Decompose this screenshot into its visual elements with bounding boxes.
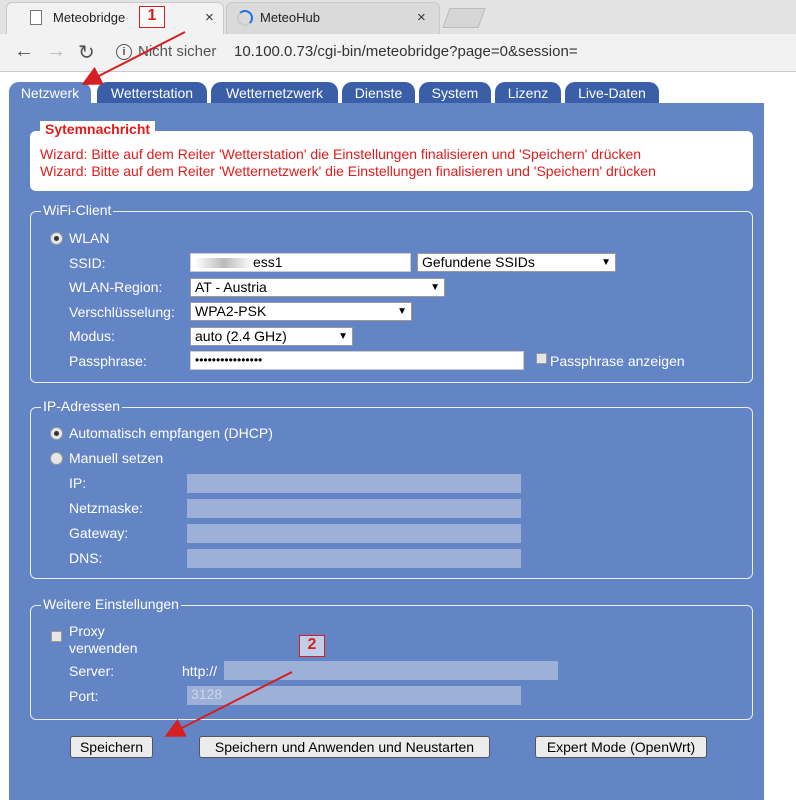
encryption-label: Verschlüsselung: (69, 304, 175, 320)
ssid-label: SSID: (69, 255, 106, 271)
passphrase-input[interactable]: •••••••••••••••• (190, 351, 524, 370)
close-icon[interactable]: × (205, 9, 214, 26)
ssid-input[interactable]: ess1 (190, 253, 411, 272)
port-input[interactable]: 3128 (187, 686, 521, 705)
tab-netzwerk[interactable]: Netzwerk (9, 82, 91, 104)
forward-icon[interactable]: → (46, 40, 66, 62)
more-settings-legend: Weitere Einstellungen (43, 596, 179, 612)
ip-label: IP: (69, 475, 87, 491)
security-label: Nicht sicher (138, 43, 217, 60)
proxy-label-1: Proxy (69, 623, 105, 639)
proxy-label-2: verwenden (69, 640, 138, 656)
manual-label: Manuell setzen (69, 450, 164, 466)
tab-live-daten[interactable]: Live-Daten (565, 82, 659, 104)
ip-address-legend: IP-Adressen (43, 398, 121, 414)
expert-mode-button[interactable]: Expert Mode (OpenWrt) (535, 736, 707, 758)
save-apply-restart-button[interactable]: Speichern und Anwenden und Neustarten (199, 736, 490, 758)
wifi-client-legend: WiFi-Client (43, 202, 112, 218)
region-select[interactable]: AT - Austria ▼ (190, 278, 445, 297)
arrow-to-netzwerk-tab (85, 32, 185, 83)
port-label: Port: (69, 688, 99, 704)
arrow-to-save-button (168, 672, 292, 735)
encryption-select[interactable]: WPA2-PSK ▼ (190, 302, 412, 321)
dns-label: DNS: (69, 550, 103, 566)
system-message-title: Sytemnachricht (40, 121, 155, 137)
tab-system[interactable]: System (419, 82, 491, 104)
modus-label: Modus: (69, 328, 115, 344)
netmask-label: Netzmaske: (69, 500, 143, 516)
tab-wetternetzwerk[interactable]: Wetternetzwerk (211, 82, 338, 104)
chevron-down-icon: ▼ (430, 282, 440, 293)
found-ssids-select[interactable]: Gefundene SSIDs ▼ (417, 253, 616, 272)
tab-title: MeteoHub (260, 10, 320, 25)
chevron-down-icon: ▼ (397, 306, 407, 317)
tab-wetterstation[interactable]: Wetterstation (97, 82, 207, 104)
info-icon[interactable]: i (116, 44, 132, 60)
reload-icon[interactable]: ↻ (78, 42, 95, 64)
dhcp-label: Automatisch empfangen (DHCP) (69, 425, 273, 441)
back-icon[interactable]: ← (14, 40, 34, 62)
show-passphrase-label: Passphrase anzeigen (550, 353, 685, 369)
system-message-line: Wizard: Bitte auf dem Reiter 'Wetternetzwerk' die Einstellungen finalisieren und 'Speichern' drücken (40, 163, 656, 179)
server-prefix: http:// (182, 663, 218, 679)
close-icon[interactable]: × (417, 9, 426, 26)
server-label: Server: (69, 663, 115, 679)
url-text: 10.100.0.73/cgi-bin/meteobridge?page=0&session= (234, 43, 578, 60)
save-button[interactable]: Speichern (70, 736, 153, 758)
tab-dienste[interactable]: Dienste (342, 82, 415, 104)
tab-lizenz[interactable]: Lizenz (495, 82, 561, 104)
chevron-down-icon: ▼ (338, 331, 348, 342)
wlan-label: WLAN (69, 230, 110, 246)
annotation-marker-1: 1 (139, 6, 165, 28)
modus-select[interactable]: auto (2.4 GHz) ▼ (190, 327, 353, 346)
chevron-down-icon: ▼ (601, 257, 611, 268)
system-message-line: Wizard: Bitte auf dem Reiter 'Wetterstation' die Einstellungen finalisieren und 'Speichern' drücken (40, 146, 642, 162)
gateway-label: Gateway: (69, 525, 129, 541)
annotation-marker-2: 2 (299, 635, 325, 657)
region-label: WLAN-Region: (69, 279, 163, 295)
passphrase-label: Passphrase: (69, 353, 147, 369)
tab-title: Meteobridge (53, 10, 126, 25)
